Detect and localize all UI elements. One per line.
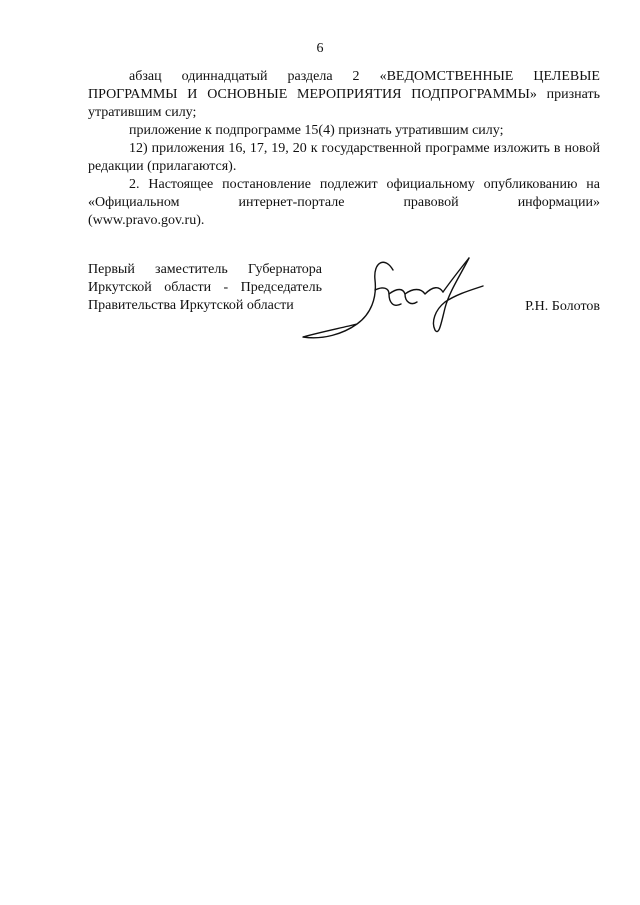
paragraph-publication: 2. Настоящее постановление подлежит официальному опубликованию на «Официальном интернет-портале правовой информации» [88, 177, 600, 210]
handwritten-signature [293, 250, 493, 350]
signatory-role [88, 261, 322, 315]
signatory-role-line: Правительства Иркутской области [88, 298, 294, 313]
paragraph-abzac: абзац одиннадцатый раздела 2 «ВЕДОМСТВЕННЫЕ ЦЕЛЕВЫЕ ПРОГРАММЫ И ОСНОВНЫЕ МЕРОПРИЯТИЯ ПОДПРОГРАММЫ» признать утратившим силу; [88, 69, 600, 120]
paragraph-item-12: 12) приложения 16, 17, 19, 20 к государственной программе изложить в новой редакции (прилагаются). [88, 141, 600, 174]
signatory-role-line: Первый заместитель Губернатора [88, 262, 322, 277]
page-number: 6 [316, 41, 324, 56]
paragraph-website: (www.pravo.gov.ru). [88, 213, 205, 228]
document-body [88, 68, 600, 230]
signatory-role-line: Иркутской области - Председатель [88, 280, 322, 295]
signatory-name: Р.Н. Болотов [525, 299, 600, 314]
paragraph-appendix: приложение к подпрограмме 15(4) признать утратившим силу; [129, 123, 504, 138]
